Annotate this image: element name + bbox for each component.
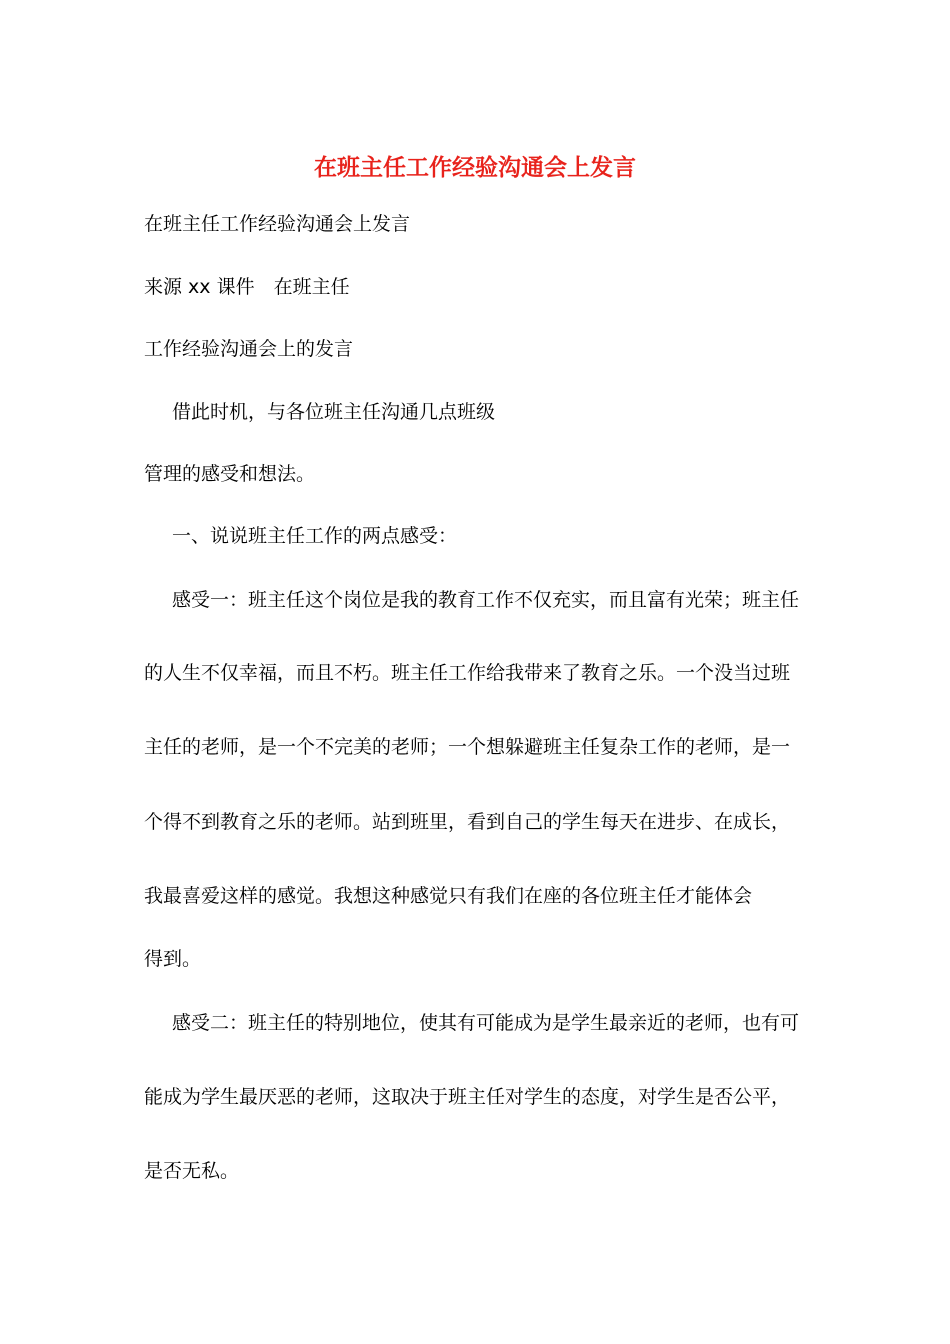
text-line-15: 是否无私。	[144, 1160, 240, 1182]
text-line-2: 来源 xx 课件 在班主任	[144, 276, 350, 298]
text-line-1: 在班主任工作经验沟通会上发言	[144, 213, 411, 235]
document-title: 在班主任工作经验沟通会上发言	[314, 154, 636, 181]
text-line-10: 个得不到教育之乐的老师。站到班里，看到自己的学生每天在进步、在成长，	[144, 811, 791, 833]
text-line-14: 能成为学生最厌恶的老师，这取决于班主任对学生的态度，对学生是否公平，	[144, 1086, 791, 1108]
text-line-5: 管理的感受和想法。	[144, 463, 316, 485]
text-line-9: 主任的老师，是一个不完美的老师；一个想躲避班主任复杂工作的老师，是一	[144, 736, 791, 758]
text-line-3: 工作经验沟通会上的发言	[144, 338, 354, 360]
section-heading: 一、说说班主任工作的两点感受：	[172, 525, 458, 547]
text-line-8: 的人生不仅幸福，而且不朽。班主任工作给我带来了教育之乐。一个没当过班	[144, 662, 791, 684]
text-line-7: 感受一：班主任这个岗位是我的教育工作不仅充实，而且富有光荣；班主任	[172, 589, 800, 611]
text-line-12: 得到。	[144, 948, 202, 970]
text-line-11: 我最喜爱这样的感觉。我想这种感觉只有我们在座的各位班主任才能体会	[144, 885, 753, 907]
text-line-13: 感受二：班主任的特别地位，使其有可能成为是学生最亲近的老师，也有可	[172, 1012, 800, 1034]
text-line-4: 借此时机，与各位班主任沟通几点班级	[172, 401, 496, 423]
